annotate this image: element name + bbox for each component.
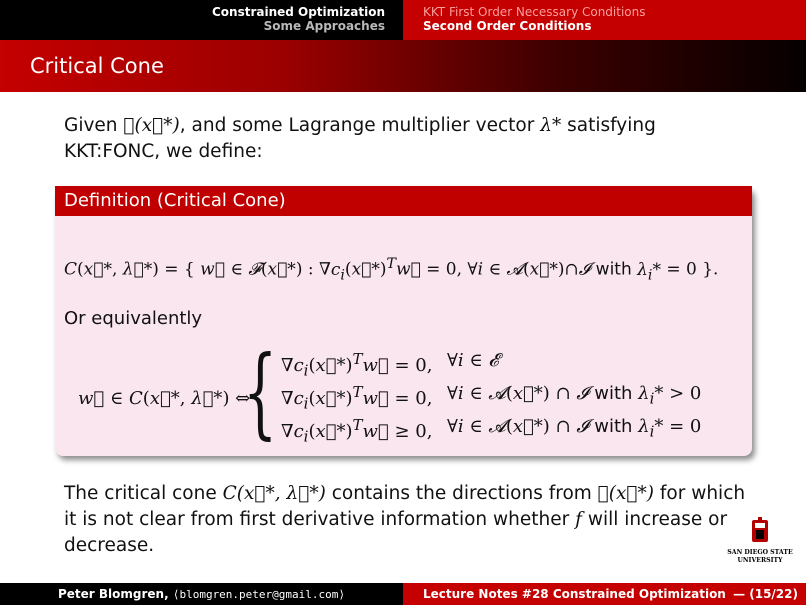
equivalence-lhs: w⃗ ∈ C(x⃗*, λ⃗*) ⇔	[78, 388, 251, 409]
closing-text-4: will increase or decrease.	[64, 509, 728, 556]
case-active-zero: $\nabla c_i(x⃗*)^Tw⃗ \ge 0$, ∀i ∈ 𝓐(x⃗*) ∩ 𝓘 with $\lambda_i* = 0$	[281, 416, 702, 446]
nav-subsection-panel	[403, 0, 806, 40]
logo-line-1: SAN DIEGO STATE	[727, 549, 793, 556]
footer-email: ⟨blomgren.peter@gmail.com⟩	[172, 588, 346, 601]
nav-subsection-title[interactable]: Some Approaches	[263, 19, 385, 33]
footer	[0, 583, 806, 605]
intro-text-2: , and some Lagrange multiplier vector	[179, 115, 541, 136]
frame-title-bar	[0, 40, 806, 92]
critical-cone-math: C(x⃗*, λ⃗*)	[222, 483, 326, 504]
lambda-star-math: λ*	[540, 115, 562, 136]
intro-text-1: Given	[64, 115, 124, 136]
intro-text-4: KKT:FONC, we define:	[64, 141, 263, 162]
definition-block	[55, 186, 752, 456]
cases-brace: {	[243, 336, 278, 450]
case-active-positive: $\nabla c_i(x⃗*)^Tw⃗ = 0$, ∀i ∈ 𝓐(x⃗*) ∩ 𝓘 with $\lambda_i* > 0$	[281, 383, 702, 413]
nav-second-order-link[interactable]: Second Order Conditions	[423, 19, 592, 33]
feasible-set-math-2: 𝓕(x⃗*)	[597, 483, 654, 504]
footer-author: Peter Blomgren,	[57, 587, 173, 601]
footer-title-panel	[403, 583, 806, 605]
case-equality: $\nabla c_i(x⃗*)^Tw⃗ = 0$, ∀i ∈ 𝓔	[281, 350, 499, 380]
logo-line-2: UNIVERSITY	[737, 557, 783, 564]
sdsu-logo	[727, 517, 793, 573]
feasible-set-math: 𝓕(x⃗*)	[123, 115, 180, 136]
definition-title: Definition (Critical Cone)	[55, 186, 752, 216]
closing-paragraph	[64, 481, 754, 559]
closing-text-2: contains the directions from	[325, 483, 598, 504]
nav-section-panel	[0, 0, 403, 40]
closing-text-1: The critical cone	[64, 483, 223, 504]
intro-paragraph	[64, 113, 764, 165]
function-f-math: f	[575, 509, 582, 530]
footer-author-panel	[0, 583, 403, 605]
sdsu-logo-icon	[727, 517, 793, 573]
or-equivalently-text: Or equivalently	[64, 308, 203, 329]
critical-cone-equation: C(x⃗*, λ⃗*) = { w⃗ ∈ 𝓕(x⃗*) : $\nabla c_i(x⃗*)^Tw⃗ = 0$, ∀i ∈ 𝓐(x⃗*)∩𝓘 with $\lambda_i* = 0$ }.	[64, 256, 719, 284]
nav-section-title[interactable]: Constrained Optimization	[211, 5, 385, 19]
intro-text-3: satisfying	[561, 115, 656, 136]
footer-page-number: — (15/22)	[733, 587, 798, 601]
top-navigation	[0, 0, 806, 40]
closing-text-3: for which it is not clear from first derivative information whether	[64, 483, 746, 530]
frame-title: Critical Cone	[30, 54, 164, 78]
footer-lecture-title: Lecture Notes #28 Constrained Optimization	[423, 587, 726, 601]
nav-kkt-fonc-link[interactable]: KKT First Order Necessary Conditions	[423, 5, 646, 19]
